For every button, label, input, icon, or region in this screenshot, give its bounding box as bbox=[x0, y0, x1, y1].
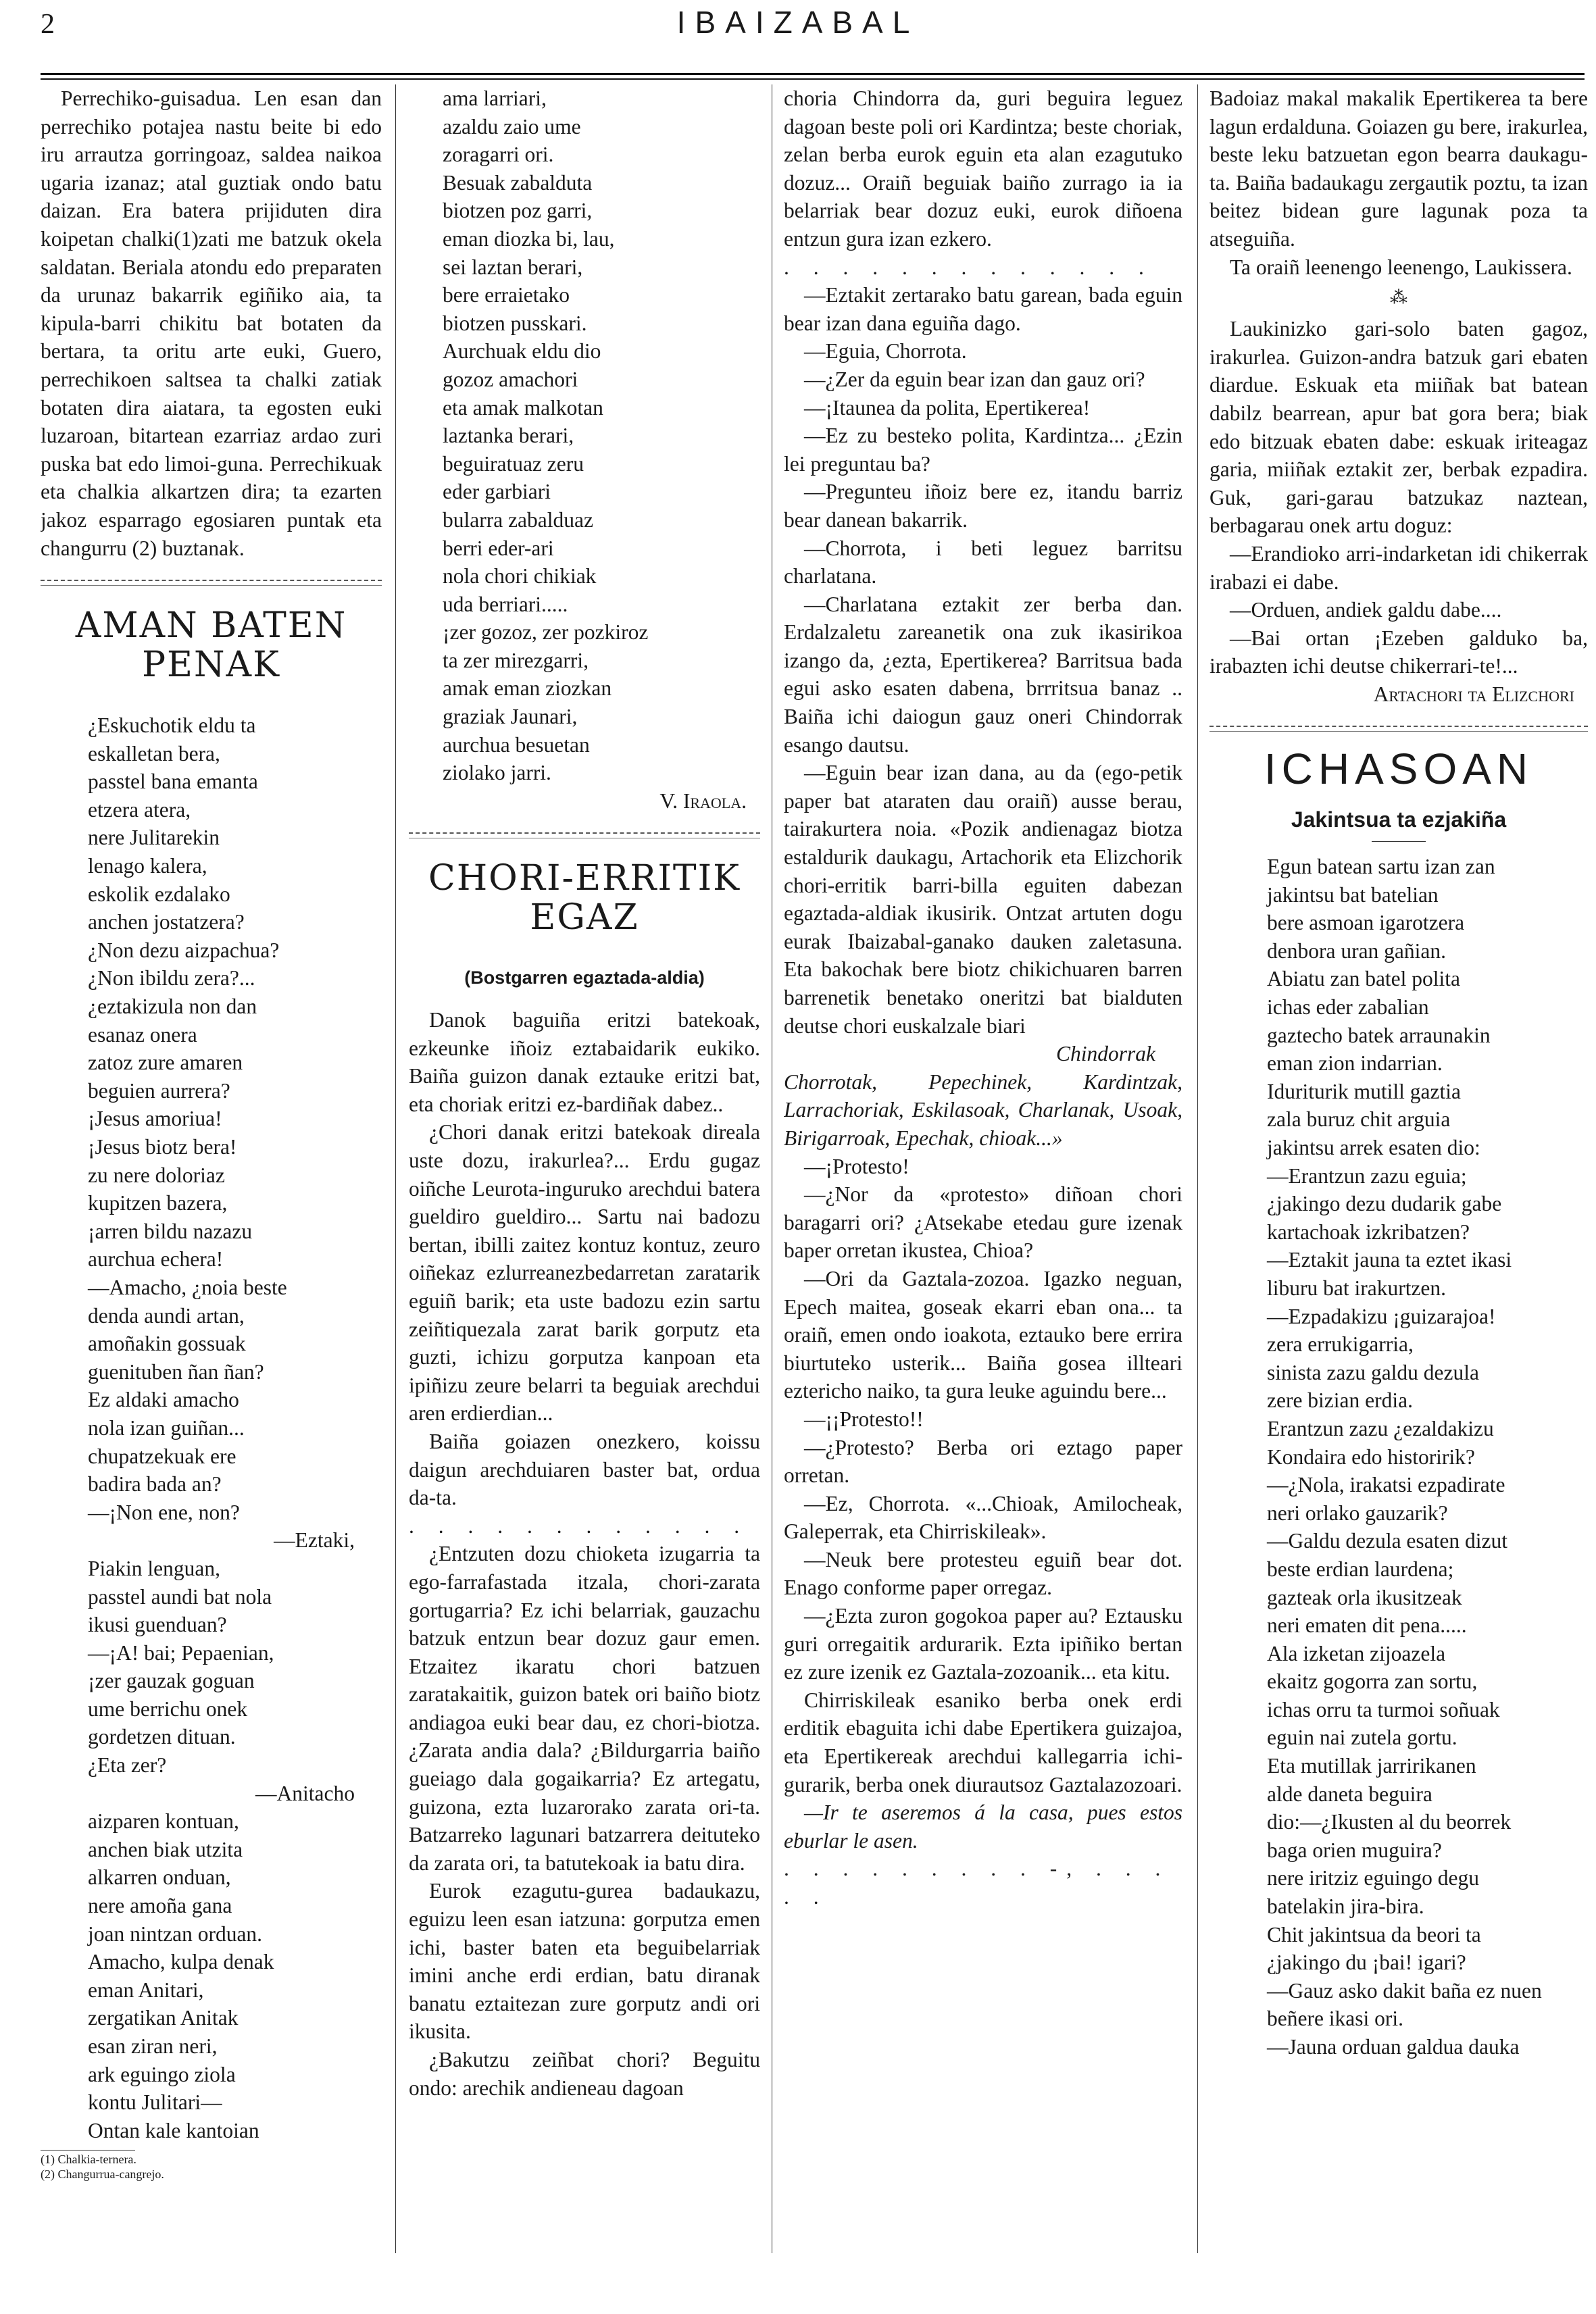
header-rule bbox=[41, 73, 1585, 80]
paragraph: Laukinizko gari-solo baten gagoz, irakurlea. Guizon-andra batzuk gari ebaten diardue. Eskuak eta miiñak bat batean dabilz bearrean, apur bat gora bera; biak edo bitzuak ebaten dabe: eskuak iriteagaz garia, miiñak eztakit zer, berbak ezpadira. Guk, gari-garau batzukaz naztean, berbagarau onek artu doguz: bbox=[1210, 317, 1588, 538]
footnotes bbox=[41, 2150, 164, 2182]
poem-speaker: —Eztaki, bbox=[274, 1528, 355, 1553]
poem: ¿Eskuchotik eldu ta eskalletan bera, passtel bana emanta etzera atera, nere Julitarekin lenago kalera, eskolik ezdalako anchen jostatzera? ¿Non dezu aizpachua? ¿Non ibildu zera?... ¿eztakizula non dan esanaz onera zatoz zure amaren beguien aurrera? ¡Jesus amoriua! ¡Jesus biotz bera! zu nere doloriaz kupitzen bazera, ¡arren bildu nazazu aurchua echera! —Amacho, ¿noia beste denda aundi artan, amoñakin gossuak guenituben ñan ñan? Ez aldaki amacho nola izan guiñan... chupatzekuak ere badira bada an? —¡Non ene, non? bbox=[88, 713, 287, 1524]
paragraph: Baiña goiazen onezkero, koissu daigun arechduiaren baster bat, ordua da-ta. bbox=[409, 1429, 760, 1510]
asterism: ⁂ bbox=[1390, 288, 1407, 308]
paragraph: Danok baguiña eritzi batekoak, ezkeunke iñoiz eztabaidarik eukiko. Baiña guizon danak eztauke eritzi bat, eta choriak eritzi ez-bardiñak dabez.. bbox=[409, 1008, 760, 1116]
dialogue: —¡Protesto! bbox=[804, 1154, 909, 1178]
column-3 bbox=[784, 84, 1182, 2260]
article-title: ICHASOAN bbox=[1264, 745, 1534, 794]
dialogue: Chirriskileak esaniko berba onek erdi erditik ebaguita ichi dabe Epertikera guizajoa, eta Epertikereak arechdui kallegarria ichi-gurarik, berba onek diurautsoz Gaztalazozoari. bbox=[784, 1688, 1182, 1796]
dialogue: —Ori da Gaztala-zozoa. Igazko neguan, Epech maitea, goseak ekarri eban ona... ta oraiñ, emen ondo ioakota, eztauko bere errira biurtuteko usterik... Baiña gosea illteari eztericho naiko, ta gura leuke aguindu bere... bbox=[784, 1266, 1182, 1403]
masthead: IBAIZABAL bbox=[676, 5, 920, 40]
separator bbox=[41, 580, 382, 586]
recipe-paragraph: Perrechiko-guisadua. Len esan dan perrechiko potajea nastu beite bi edo iru arrautza gorringoaz, saldea naikoa ugaria izanaz; atal guztiak ondo batu daizan. Era batera prijiduten dira koipetan chalki(1)zati me batzuk okela saldatan. Beriala atondu edo preparaten da urunaz bakarrik egiñiko aia, ta kipula-barri chikitu bat botaten da bertara, ta oritu arte euki, Guero, perrechikoen saltsea ta chalki zatiak botaten dira aiatara, ta egosten euki luzaroan, bitartean ezarriaz ardao zuri puska bat edo limoi-guna. Perrechikuak eta chalkia alkartzen dira; ta ezarten jakoz esparrago egosiaren puntak eta changurru (2) buztanak. bbox=[41, 86, 382, 560]
poem: ama larriari, azaldu zaio ume zoragarri ori. Besuak zabalduta biotzen poz garri, eman diozka bi, lau, sei laztan berari, bere erraietako biotzen pusskari. Aurchuak eldu dio gozoz amachori eta amak malkotan laztanka berari, beguiratuaz zeru eder garbiari bularra zabalduaz berri eder-ari nola chori chikiak uda berriari..... ¡zer gozoz, zer pozkiroz ta zer mirezgarri, amak eman ziozkan graziak Jaunari, aurchua besuetan ziolako jarri. bbox=[443, 86, 649, 785]
paragraph: ¿Entzuten dozu chioketa izugarria ta ego-farrafastada itzala, chori-zarata gortugarria? Ez ichi belarriak, gauzachu batzuk entzun bear dozuz gaur emen. Etzaitez ikaratu chori batzuen zaratakaitik, guizon batek ori baiño biotz andiagoa euki bear dau, ez chori-biotza. ¿Zarata andia dala? ¿Bildurgarria baiño gueiago dala gogaikarria? Ez artegatu, guizona, ezta luzarorako zarata ori-ta. Batzarreko lagunari batzarrera deituteko da zarata ori, ta batutekoak ia batu dira. bbox=[409, 1542, 760, 1875]
paragraph: ¿Chori danak eritzi batekoak direala uste dozu, irakurlea?... Erdu gugaz oiñche Leurota-inguruko arechdui batera gueldiro gueldiro... Sartu nai badozu bertan, ibilli zaitez kontuz kontuz, zeuro oiñekaz ezlurreanezbedarretan zaratarik eguiñ barik; eta uste badozu ezin sartu zeiñtiquezala zarat barik gorputz eta guzti, ichizu gorputza kanpoan eta ipiñizu zeure belarri ta beguiak arechdui aren erdierdian... bbox=[409, 1120, 760, 1426]
dialogue: —Charlatana eztakit zer berba dan. Erdalzaletu zareanetik ona zuk ikasirikoa izango da, ¿ezta, Epertikerea? Barritsua bada egui asko esaten dabena, brrritsua banaz .. Baiña ichi daiogun gauz oneri Chindorrak esango dautsu. bbox=[784, 592, 1182, 757]
poem: Egun batean sartu izan zan jakintsu bat batelian bere asmoan igarotzera denbora uran gañian. Abiatu zan batel polita ichas eder zabalian gaztecho batek arraunakin eman zion indarrian. Iduriturik mutill gaztia zala buruz chit arguia jakintsu arrek esaten dio: —Erantzun zazu eguia; ¿jakingo dezu dudarik gabe kartachoak izkribatzen? —Eztakit jauna ta eztet ikasi liburu bat irakurtzen. —Ezpadakizu ¡guizarajoa! zera errukigarria, sinista zazu galdu dezula zere bizian erdia. Erantzun zazu ¿ezaldakizu Kondaira edo historirik? —¿Nola, irakatsi ezpadirate neri orlako gauzarik? —Galdu dezula esaten dizut beste erdian laurdena; gazteak orla ikusitzeak neri ematen dit pena..... Ala izketan zijoazela ekaitz gogorra zan sortu, ichas orru ta turmoi soñuak eguin nai zutela gortu. Eta mutillak jarririkanen alde daneta beguira dio:—¿Ikusten al du beorrek baga orien muguira? nere iritziz eguingo degu batelakin jira-bira. Chit jakintsua da beori ta ¿jakingo du ¡bai! igari? —Gauz asko dakit baña ez nuen beñere ikasi ori. —Jauna orduan galdua dauka bbox=[1267, 855, 1542, 2059]
dialogue: —¿Protesto? Berba ori eztago paper orretan. bbox=[784, 1435, 1182, 1488]
dialogue: —Neuk bere protesteu eguiñ bear dot. Enago conforme paper orregaz. bbox=[784, 1547, 1182, 1600]
signature: Artachori ta Elizchori bbox=[1373, 682, 1574, 706]
title-rule bbox=[1372, 841, 1426, 842]
signature: V. Iraola. bbox=[659, 788, 747, 813]
footnote: (1) Chalkia-ternera. bbox=[41, 2153, 136, 2167]
poem-speaker: —Anitacho bbox=[255, 1781, 355, 1805]
dot-leader: . . . . . . . . . . . . bbox=[409, 1513, 749, 1538]
paragraph: Eurok ezagutu-gurea badaukazu, eguizu leen esan iatzuna: gorputza emen ichi, baster baten eta beguibelarriak imini anche erdi erdian, batu diranak banatu eztaitezan zure gorputz andi ori ikusita. bbox=[409, 1879, 760, 2044]
column-4 bbox=[1210, 84, 1588, 2260]
dialogue: —Ir te aseremos á la casa, pues estos eburlar le asen. bbox=[784, 1801, 1182, 1853]
dialogue: —Ez zu besteko polita, Kardintza... ¿Ezin lei preguntau ba? bbox=[784, 424, 1182, 476]
letter-signature: Chindorrak bbox=[1055, 1042, 1155, 1066]
column-1 bbox=[41, 84, 382, 2260]
article-title: CHORI-ERRITIK EGAZ bbox=[428, 858, 741, 938]
column-2 bbox=[409, 84, 760, 2260]
paragraph: choria Chindorra da, guri beguira leguez dagoan beste poli ori Kardintza; beste choriak, zelan berba eurok eguin eta alan ezagutuko dozuz... Oraiñ beguiak baiño zurrago ia ia belarriak bear dozuz euki, eurok diñoena entzun gura izan ezkero. bbox=[784, 86, 1182, 251]
paragraph: Ta oraiñ leenengo leenengo, Laukissera. bbox=[1230, 255, 1572, 279]
column-divider bbox=[1197, 84, 1198, 2253]
dialogue: —Orduen, andiek galdu dabe.... bbox=[1230, 598, 1502, 622]
dialogue: —Chorrota, i beti leguez barritsu charlatana. bbox=[784, 536, 1182, 588]
paragraph: ¿Bakutzu zeiñbat chori? Beguitu ondo: arechik andieneau dagoan bbox=[409, 2048, 760, 2100]
dialogue: —Eguin bear izan dana, au da (ego-petik paper bat ataraten dau oraiñ) ausse berau, tairakurtera noia. «Pozik andienagaz biotza estaldurik daukagu, Artachorik eta Elizchorik chori-erritik barri-billa eguiten dabezan egaztada-aldiak ikusirik. Ontzat artuten dogu eurak Ibaizabal-ganako dauken zaletasuna. Eta bakochak bere biotz chikichuaren barren barrenetik benetako oneritzi bat bialduten deutse chori euskalzale biari bbox=[784, 761, 1182, 1038]
dialogue: —Erandioko arri-indarketan idi chikerrak irabazi ei dabe. bbox=[1210, 541, 1588, 594]
dialogue: —¡Itaunea da polita, Epertikerea! bbox=[804, 395, 1091, 420]
dot-leader: . . . . . . . . . -, . . . . . bbox=[784, 1857, 1170, 1909]
page-number: 2 bbox=[41, 9, 55, 40]
poem: aizparen kontuan, anchen biak utzita alkarren onduan, nere amoña gana joan nintzan orduan. Amacho, kulpa denak eman Anitari, zergatikan Anitak esan ziran neri, ark eguingo ziola kontu Julitari— Ontan kale kantoian bbox=[88, 1809, 274, 2142]
separator bbox=[409, 832, 760, 838]
separator bbox=[1210, 726, 1588, 732]
poem: Piakin lenguan, passtel aundi bat nola ikusi guenduan? —¡A! bai; Pepaenian, ¡zer gauzak goguan ume berrichu onek gordetzen dituan. ¿Eta zer? bbox=[88, 1556, 274, 1778]
dialogue: —Pregunteu iñoiz bere ez, itandu barriz bear danean bakarrik. bbox=[784, 480, 1182, 532]
column-divider bbox=[395, 84, 396, 2253]
dialogue: —¿Zer da eguin bear izan dan gauz ori? bbox=[804, 367, 1145, 391]
footnote: (2) Changurrua-cangrejo. bbox=[41, 2167, 164, 2182]
dialogue: —Ez, Chorrota. «...Chioak, Amilocheak, Galeperrak, eta Chirriskileak». bbox=[784, 1491, 1182, 1544]
dialogue: —¡¡Protesto!! bbox=[804, 1407, 924, 1431]
article-subtitle: (Bostgarren egaztada-aldia) bbox=[464, 967, 705, 988]
signatory-list: Chorrotak, Pepechinek, Kardintzak, Larrachoriak, Eskilasoak, Charlanak, Usoak, Birigarroak, Epechak, chioak...» bbox=[784, 1070, 1182, 1150]
article-subtitle: Jakintsua ta ezjakiña bbox=[1291, 807, 1507, 832]
dialogue: —Bai ortan ¡Ezeben galduko ba, irabazten ichi deutse chikerrari-te!... bbox=[1210, 626, 1588, 678]
dot-leader: . . . . . . . . . . . . . bbox=[784, 255, 1153, 279]
paragraph: Badoiaz makal makalik Epertikerea ta bere lagun erdalduna. Goiazen gu bere, irakurlea, beste leku batzuetan egon bearra daukagu-ta. Baiña badaukagu zergautik poztu, ta izan beitez bidean gure lagunak poza ta atseguiña. bbox=[1210, 86, 1588, 251]
dialogue: —Eztakit zertarako batu garean, bada eguin bear izan dana eguiña dago. bbox=[784, 283, 1182, 335]
dialogue: —¿Ezta zuron gogokoa paper au? Eztausku guri orregaitik ardurarik. Ezta ipiñiko bertan ez zure izenik ez Gaztala-zozoanik... eta kitu. bbox=[784, 1604, 1182, 1684]
dialogue: —Eguia, Chorrota. bbox=[804, 339, 967, 363]
article-title: AMAN BATEN PENAK bbox=[75, 605, 347, 686]
dialogue: —¿Nor da «protesto» diñoan chori baragarri ori? ¿Atsekabe etedau gure izenak baper orretan ikustea, Chioa? bbox=[784, 1182, 1182, 1263]
